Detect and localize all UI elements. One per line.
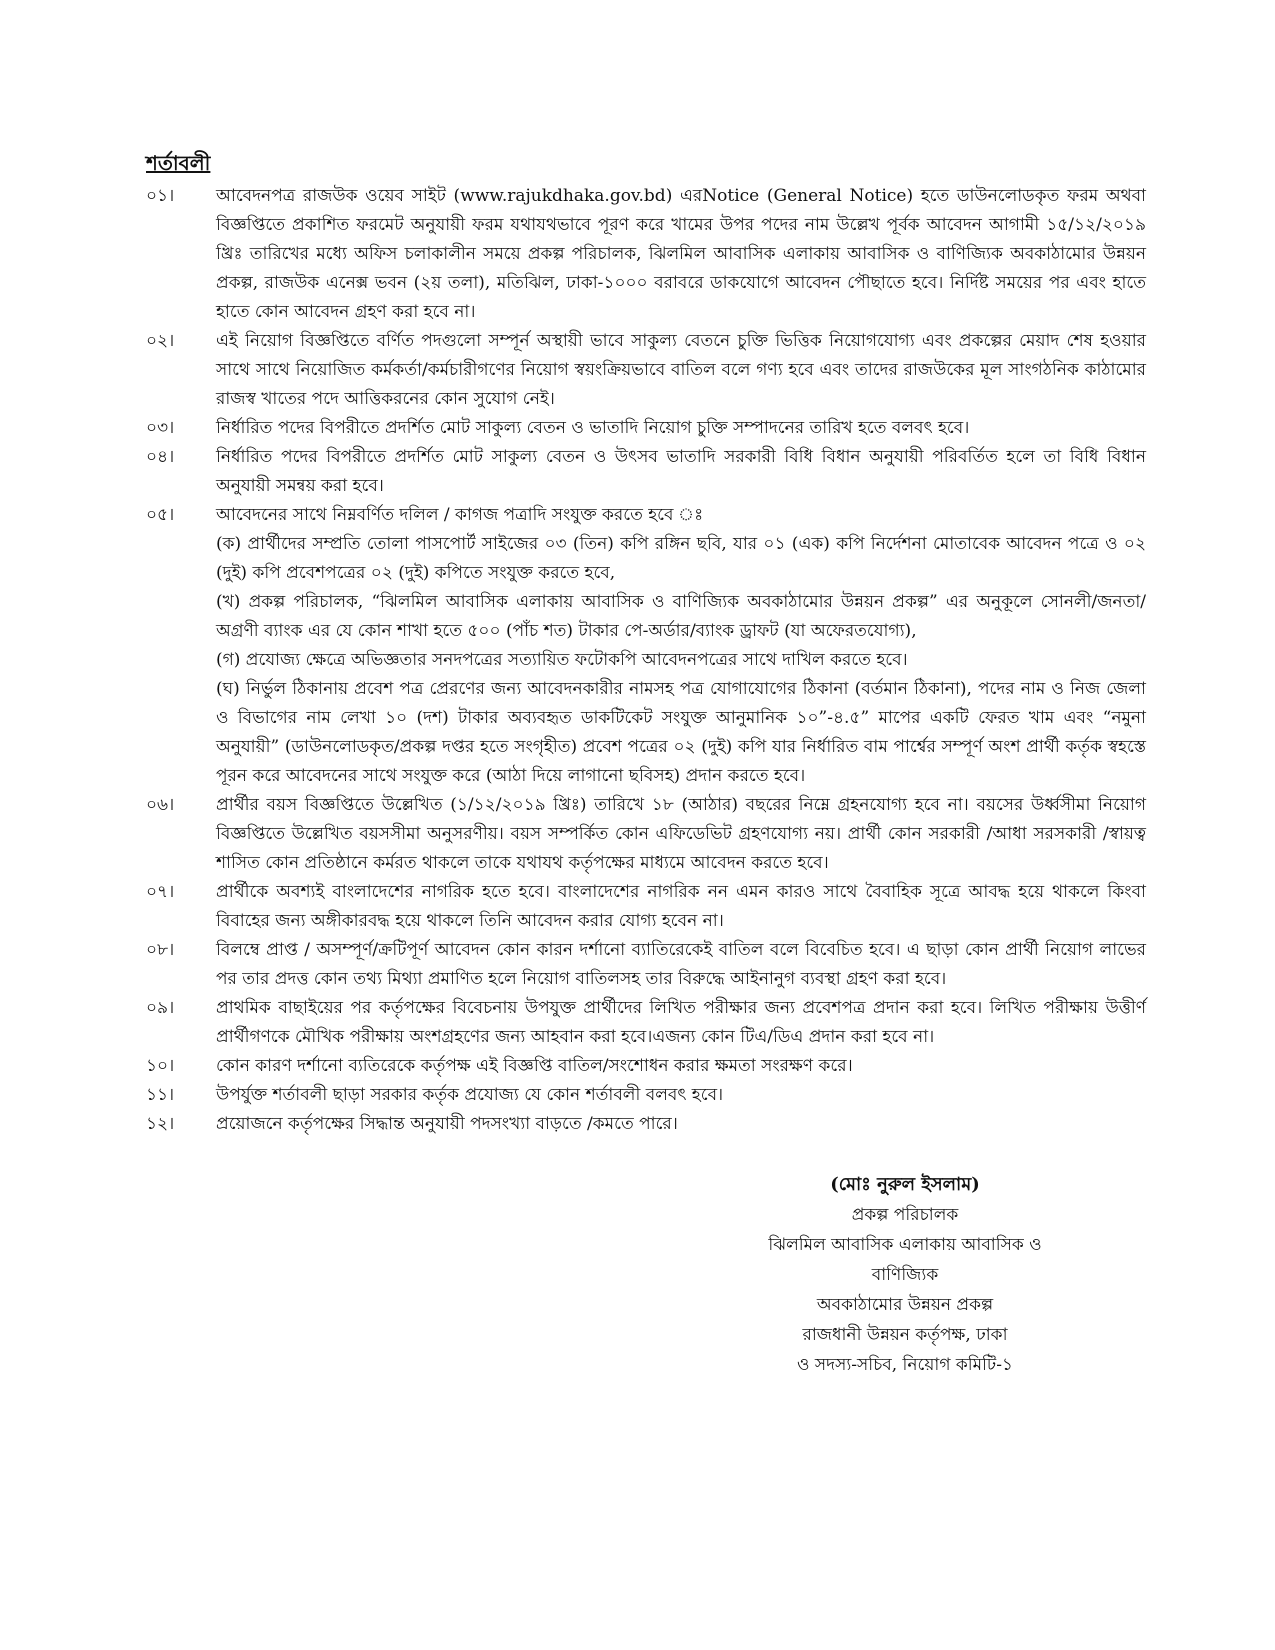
clause-text: প্রাথমিক বাছাইয়ের পর কর্তৃপক্ষের বিবেচনায় উপযুক্ত প্রার্থীদের লিখিত পরীক্ষার জন্য প্রবেশপত্র প্রদান করা হবে। লিখিত পরীক্ষায় উত্তীর্ণ প্রার্থীগণকে মৌখিক পরীক্ষায় অংশগ্রহণের জন্য আহবান করা হবে।এজন্য কোন টিএ/ডিএ প্রদান করা হবে না।	[216, 998, 1146, 1047]
clause-text: উপর্যুক্ত শর্তাবলী ছাড়া সরকার কর্তৃক প্রযোজ্য যে কোন শর্তাবলী বলবৎ হবে।	[216, 1085, 724, 1105]
clause-number: ০৩।	[146, 418, 175, 438]
clause-09	[146, 994, 1146, 1052]
signatory-title: প্রকল্প পরিচালক	[851, 1205, 959, 1225]
clause-text: আবেদনপত্র রাজউক ওয়েব সাইট (www.rajukdhaka.gov.bd) এরNotice (General Notice) হতে ডাউনলোডকৃত ফরম অথবা বিজ্ঞপ্তিতে প্রকাশিত ফরমেট অনুযায়ী ফরম যথাযথভাবে পূরণ করে খামের উপর পদের নাম উল্লেখ পূর্বক আবেদন আগামী ১৫/১২/২০১৯ খ্রিঃ তারিখের মধ্যে অফিস চলাকালীন সময়ে প্রকল্প পরিচালক, ঝিলমিল আবাসিক এলাকায় আবাসিক ও বাণিজ্যিক অবকাঠামোর উন্নয়ন প্রকল্প, রাজউক এনেক্স ভবন (২য় তলা), মতিঝিল, ঢাকা-১০০০ বরাবরে ডাকযোগে আবেদন পৌছাতে হবে। নির্দিষ্ট সময়ের পর এবং হাতে হাতে কোন আবেদন গ্রহণ করা হবে না।	[216, 186, 1146, 322]
clause-05	[146, 501, 1146, 791]
signatory-organization: রাজধানী উন্নয়ন কর্তৃপক্ষ, ঢাকা	[802, 1325, 1008, 1345]
clause-number: ০৫।	[146, 505, 175, 525]
signatory-project-line-1: ঝিলমিল আবাসিক এলাকায় আবাসিক ও বাণিজ্যিক	[768, 1235, 1042, 1285]
clause-text: নির্ধারিত পদের বিপরীতে প্রদর্শিত মোট সাকুল্য বেতন ও ভাতাদি নিয়োগ চুক্তি সম্পাদনের তারিখ হতে বলবৎ হবে।	[216, 418, 970, 438]
clause-07	[146, 878, 1146, 936]
clause-text: কোন কারণ দর্শানো ব্যতিরেকে কর্তৃপক্ষ এই বিজ্ঞপ্তি বাতিল/সংশোধন করার ক্ষমতা সংরক্ষণ করে।	[216, 1056, 853, 1076]
clause-03	[146, 414, 1146, 443]
clause-08	[146, 936, 1146, 994]
signatory-name: (মোঃ নুরুল ইসলাম)	[830, 1174, 980, 1195]
clause-number: ০৬।	[146, 795, 175, 815]
signatory-project-line-2: অবকাঠামোর উন্নয়ন প্রকল্প	[816, 1295, 994, 1315]
clause-number: ০৪।	[146, 447, 175, 467]
clause-04	[146, 443, 1146, 501]
clause-text: প্রার্থীকে অবশ্যই বাংলাদেশের নাগরিক হতে হবে। বাংলাদেশের নাগরিক নন এমন কারও সাথে বৈবাহিক সূত্রে আবদ্ধ হয়ে থাকলে কিংবা বিবাহের জন্য অঙ্গীকারবদ্ধ হয়ে থাকলে তিনি আবেদন করার যোগ্য হবেন না।	[216, 882, 1146, 931]
clause-text: প্রয়োজনে কর্তৃপক্ষের সিদ্ধান্ত অনুযায়ী পদসংখ্যা বাড়তে /কমতে পারে।	[216, 1114, 678, 1134]
clause-02	[146, 327, 1146, 414]
clause-01	[146, 182, 1146, 327]
clause-10	[146, 1052, 1146, 1081]
clause-11	[146, 1081, 1146, 1110]
conditions-section	[146, 150, 1146, 1139]
clause-number: ০১।	[146, 186, 175, 206]
clause-number: ০৮।	[146, 940, 175, 960]
clause-text: আবেদনের সাথে নিম্নবর্ণিত দলিল / কাগজ পত্রাদি সংযুক্ত করতে হবে ঃ	[216, 505, 704, 525]
signatory-committee-role: ও সদস্য-সচিব, নিয়োগ কমিটি-১	[797, 1355, 1013, 1375]
conditions-heading: শর্তাবলী	[146, 151, 211, 175]
clause-number: ১১।	[146, 1085, 175, 1105]
signature-block	[740, 1170, 1070, 1380]
clause-text: এই নিয়োগ বিজ্ঞপ্তিতে বর্ণিত পদগুলো সম্পূর্ন অস্থায়ী ভাবে সাকুল্য বেতনে চুক্তি ভিত্তিক নিয়োগযোগ্য এবং প্রকল্পের মেয়াদ শেষ হওয়ার সাথে সাথে নিয়োজিত কর্মকর্তা/কর্মচারীগণের নিয়োগ স্বয়ংক্রিয়ভাবে বাতিল বলে গণ্য হবে এবং তাদের রাজউকের মূল সাংগঠনিক কাঠামোর রাজস্ব খাতের পদে আত্তিকরনের কোন সুযোগ নেই।	[216, 331, 1146, 409]
clause-subitem-ka: (ক) প্রার্থীদের সম্প্রতি তোলা পাসপোর্ট সাইজের ০৩ (তিন) কপি রঙ্গিন ছবি, যার ০১ (এক) কপি নির্দেশনা মোতাবেক আবেদন পত্রে ও ০২ (দুই) কপি প্রবেশপত্রের ০২ (দুই) কপিতে সংযুক্ত করতে হবে,	[216, 534, 1146, 583]
clause-number: ০৯।	[146, 998, 175, 1018]
clause-subitem-gha: (ঘ) নির্ভুল ঠিকানায় প্রবেশ পত্র প্রেরণের জন্য আবেদনকারীর নামসহ পত্র যোগাযোগের ঠিকানা (বর্তমান ঠিকানা), পদের নাম ও নিজ জেলা ও বিভাগের নাম লেখা ১০ (দশ) টাকার অব্যবহৃত ডাকটিকেট সংযুক্ত আনুমানিক ১০”-৪.৫” মাপের একটি ফেরত খাম এবং “নমুনা অনুযায়ী” (ডাউনলোডকৃত/প্রকল্প দপ্তর হতে সংগৃহীত) প্রবেশ পত্রের ০২ (দুই) কপি যার নির্ধারিত বাম পার্শ্বের সম্পূর্ণ অংশ প্রার্থী কর্তৃক স্বহস্তে পূরন করে আবেদনের সাথে সংযুক্ত করে (আঠা দিয়ে লাগানো ছবিসহ) প্রদান করতে হবে।	[216, 679, 1146, 786]
clause-number: ১০।	[146, 1056, 175, 1076]
clause-06	[146, 791, 1146, 878]
clause-12	[146, 1110, 1146, 1139]
clause-number: ০২।	[146, 331, 175, 351]
clause-number: ১২।	[146, 1114, 175, 1134]
clause-number: ০৭।	[146, 882, 175, 902]
clause-text: প্রার্থীর বয়স বিজ্ঞপ্তিতে উল্লেখিত (১/১২/২০১৯ খ্রিঃ) তারিখে ১৮ (আঠার) বছরের নিম্নে গ্রহনযোগ্য হবে না। বয়সের উর্ধ্বসীমা নিয়োগ বিজ্ঞপ্তিতে উল্লেখিত বয়সসীমা অনুসরণীয়। বয়স সম্পর্কিত কোন এফিডেভিট গ্রহণযোগ্য নয়। প্রার্থী কোন সরকারী /আধা সরসকারী /স্বায়ত্ব শাসিত কোন প্রতিষ্ঠানে কর্মরত থাকলে তাকে যথাযথ কর্তৃপক্ষের মাধ্যমে আবেদন করতে হবে।	[216, 795, 1146, 873]
clause-subitem-kha: (খ) প্রকল্প পরিচালক, “ঝিলমিল আবাসিক এলাকায় আবাসিক ও বাণিজ্যিক অবকাঠামোর উন্নয়ন প্রকল্প” এর অনুকূলে সোনলী/জনতা/অগ্রণী ব্যাংক এর যে কোন শাখা হতে ৫০০ (পাঁচ শত) টাকার পে-অর্ডার/ব্যাংক ড্রাফট (যা অফেরতযোগ্য),	[216, 592, 1146, 641]
clause-text: নির্ধারিত পদের বিপরীতে প্রদর্শিত মোট সাকুল্য বেতন ও উৎসব ভাতাদি সরকারী বিধি বিধান অনুযায়ী পরিবর্তিত হলে তা বিধি বিধান অনুযায়ী সমন্বয় করা হবে।	[216, 447, 1146, 496]
clause-text: বিলম্বে প্রাপ্ত / অসম্পূর্ণ/ক্রটিপূর্ণ আবেদন কোন কারন দর্শানো ব্যাতিরেকেই বাতিল বলে বিবেচিত হবে। এ ছাড়া কোন প্রার্থী নিয়োগ লাভের পর তার প্রদত্ত কোন তথ্য মিথ্যা প্রমাণিত হলে নিয়োগ বাতিলসহ তার বিরুদ্ধে আইনানুগ ব্যবস্থা গ্রহণ করা হবে।	[216, 940, 1146, 989]
clause-subitem-ga: (গ) প্রযোজ্য ক্ষেত্রে অভিজ্ঞতার সনদপত্রের সত্যায়িত ফটোকপি আবেদনপত্রের সাথে দাখিল করতে হবে।	[216, 650, 908, 670]
